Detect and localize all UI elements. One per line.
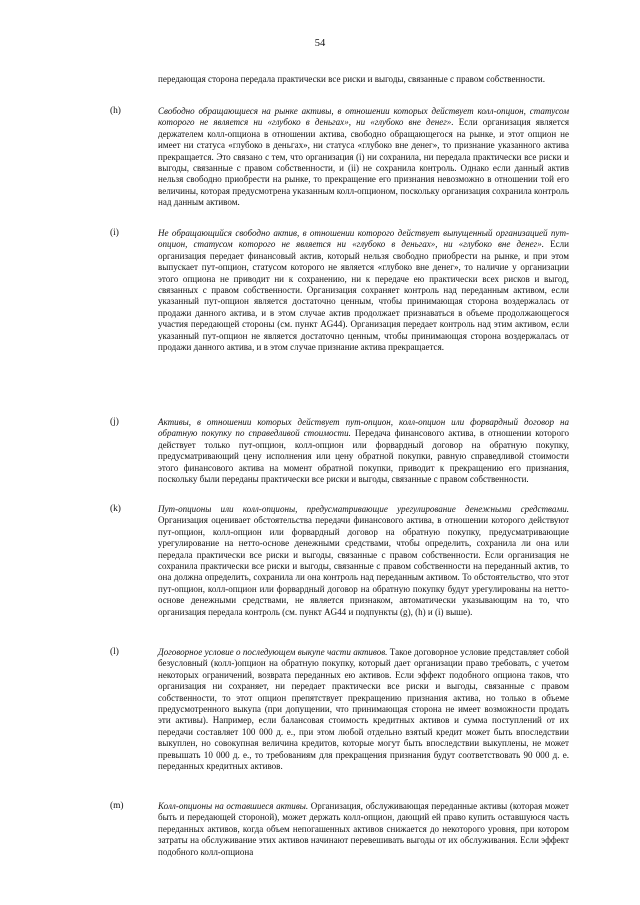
paragraph-heading: Свободно обращающиеся на рынке активы, в отношении которых действует колл-опцион, статусом которого не является ни «глубоко в деньгах», ни «глубоко вне денег». bbox=[158, 106, 569, 128]
paragraph-heading: Пут-опционы или колл-опционы, предусматривающие урегулирование денежными средствами. bbox=[158, 504, 569, 514]
paragraph-marker: (h) bbox=[110, 106, 121, 116]
paragraph-text: Передача финансового актива, в отношении которого действует только пут-опцион, колл-опцион или форвардный договор на обратную покупку, предусматривающий цену исполнения или цену обратной покупки, равную справедливой стоимости этого финансового актива на момент обратной покупки, приводит к прекращению его признания, поскольку были переданы практически все риски и выгоды, связанные с правом собственности. bbox=[158, 428, 569, 485]
paragraph-heading: Колл-опционы на оставшиеся активы. bbox=[158, 801, 309, 811]
paragraph-m bbox=[110, 801, 569, 858]
paragraph-marker: (l) bbox=[110, 647, 119, 657]
paragraph-heading: Договорное условие о последующем выкупе части активов. bbox=[158, 647, 388, 657]
paragraph-l bbox=[110, 647, 569, 772]
paragraph-k bbox=[110, 504, 569, 618]
paragraph-continuation bbox=[158, 74, 569, 85]
paragraph-marker: (i) bbox=[110, 228, 119, 238]
paragraph-heading: Активы, в отношении которых действует пут-опцион, колл-опцион или форвардный договор на обратную покупку по справедливой стоимости. bbox=[158, 417, 569, 439]
paragraph-text: передающая сторона передала практически все риски и выгоды, связанные с правом собственности. bbox=[158, 74, 546, 84]
paragraph-text: Организация оценивает обстоятельства передачи финансового актива, в отношении которого действуют пут-опцион, колл-опцион или форвардный договор на обратную покупку, предусматривающие урегулирование на нетто-основе денежными средствами, чтобы определить, сохранила ли она или передала практически все риски и выгоды, связанные с правом собственности. Если организация не сохранила практически все риски и выгоды, связанные с правом собственности на переданный актив, то она должна определить, сохранила ли она контроль над переданным активом. То обстоятельство, что этот пут-опцион, колл-опцион или форвардный договор на обратную покупку будут урегулированы на нетто-основе денежными средствами, не является признаком, автоматически указывающим на то, что организация передала контроль (см. пункт AG44 и подпункты (g), (h) и (i) выше). bbox=[158, 515, 569, 617]
paragraph-text: Если организация является держателем колл-опциона в отношении актива, свободно обращающегося на рынке, и этот опцион не имеет ни статуса «глубоко в деньгах», ни статуса «глубоко вне денег», то признание указанного актива прекращается. Это связано с тем, что организация (i) ни сохранила, ни передала практически все риски и выгоды, связанные с правом собственности, и (ii) не сохранила контроль. Однако если данный актив нельзя свободно приобрести на рынке, то прекращение его признания невозможно в отношении той его величины, которая предусмотрена указанным колл-опционом, поскольку организация сохранила контроль над данным активом. bbox=[158, 117, 569, 208]
page-number: 54 bbox=[314, 38, 326, 49]
paragraph-j bbox=[110, 417, 569, 485]
paragraph-text: Такое договорное условие представляет собой безусловный (колл-)опцион на обратную покупку, который дает организации право требовать, с учетом некоторых ограничений, возврата переданных ею активов. Если эффект подобного опциона таков, что организация ни сохраняет, ни передает практически все риски и выгоды, связанные с правом собственности, то этот опцион препятствует прекращению признания актива, но только в объеме предусмотренного выкупа (при допущении, что принимающая сторона не имеет возможности продать эти активы). Например, если балансовая стоимость кредитных активов и сумма поступлений от их передачи составляет 100 000 д. е., при этом любой отдельно взятый кредит может быть впоследствии выкуплен, но совокупная величина кредитов, которые могут быть впоследствии выкуплены, не может превышать 10 000 д. е., то требованиям для прекращения признания будут соответствовать 90 000 д. е. переданных кредитных активов. bbox=[158, 647, 569, 772]
paragraph-text: Если организация передает финансовый актив, который нельзя свободно приобрести на рынке, и при этом выпускает пут-опцион, статусом которого не является «глубоко вне денег», то наличие у организации этого опциона не приводит ни к сохранению, ни к передаче ею практически всех рисков и выгод, связанных с правом собственности. Организация сохраняет контроль над переданным активом, если указанный пут-опцион является достаточно ценным, чтобы принимающая сторона воздержалась от продажи данного актива, и в этом случае актив продолжает признаваться в объеме продолжающегося участия передающей стороны (см. пункт AG44). Организация передает контроль над этим активом, если указанный пут-опцион не является достаточно ценным, чтобы принимающая сторона воздержалась от продажи данного актива, и в этом случае признание актива прекращается. bbox=[158, 239, 569, 353]
paragraph-h bbox=[110, 106, 569, 209]
paragraph-marker: (k) bbox=[110, 504, 121, 514]
paragraph-marker: (j) bbox=[110, 417, 119, 427]
paragraph-heading: Не обращающийся свободно актив, в отношении которого действует выпущенный организацией пут-опцион, статусом которого не является ни «глубоко в деньгах», ни «глубоко вне денег». bbox=[158, 228, 569, 250]
paragraph-marker: (m) bbox=[110, 801, 124, 811]
paragraph-i bbox=[110, 228, 569, 353]
paragraph-text: Организация, обслуживающая переданные активы (которая может быть и передающей стороной), может держать колл-опцион, дающий ей право купить оставшуюся часть переданных активов, когда объем непогашенных активов снижается до некоторого уровня, при котором затраты на обслуживание этих активов начинают перевешивать выгоды от их обслуживания. Если эффект подобного колл-опциона bbox=[158, 801, 569, 857]
